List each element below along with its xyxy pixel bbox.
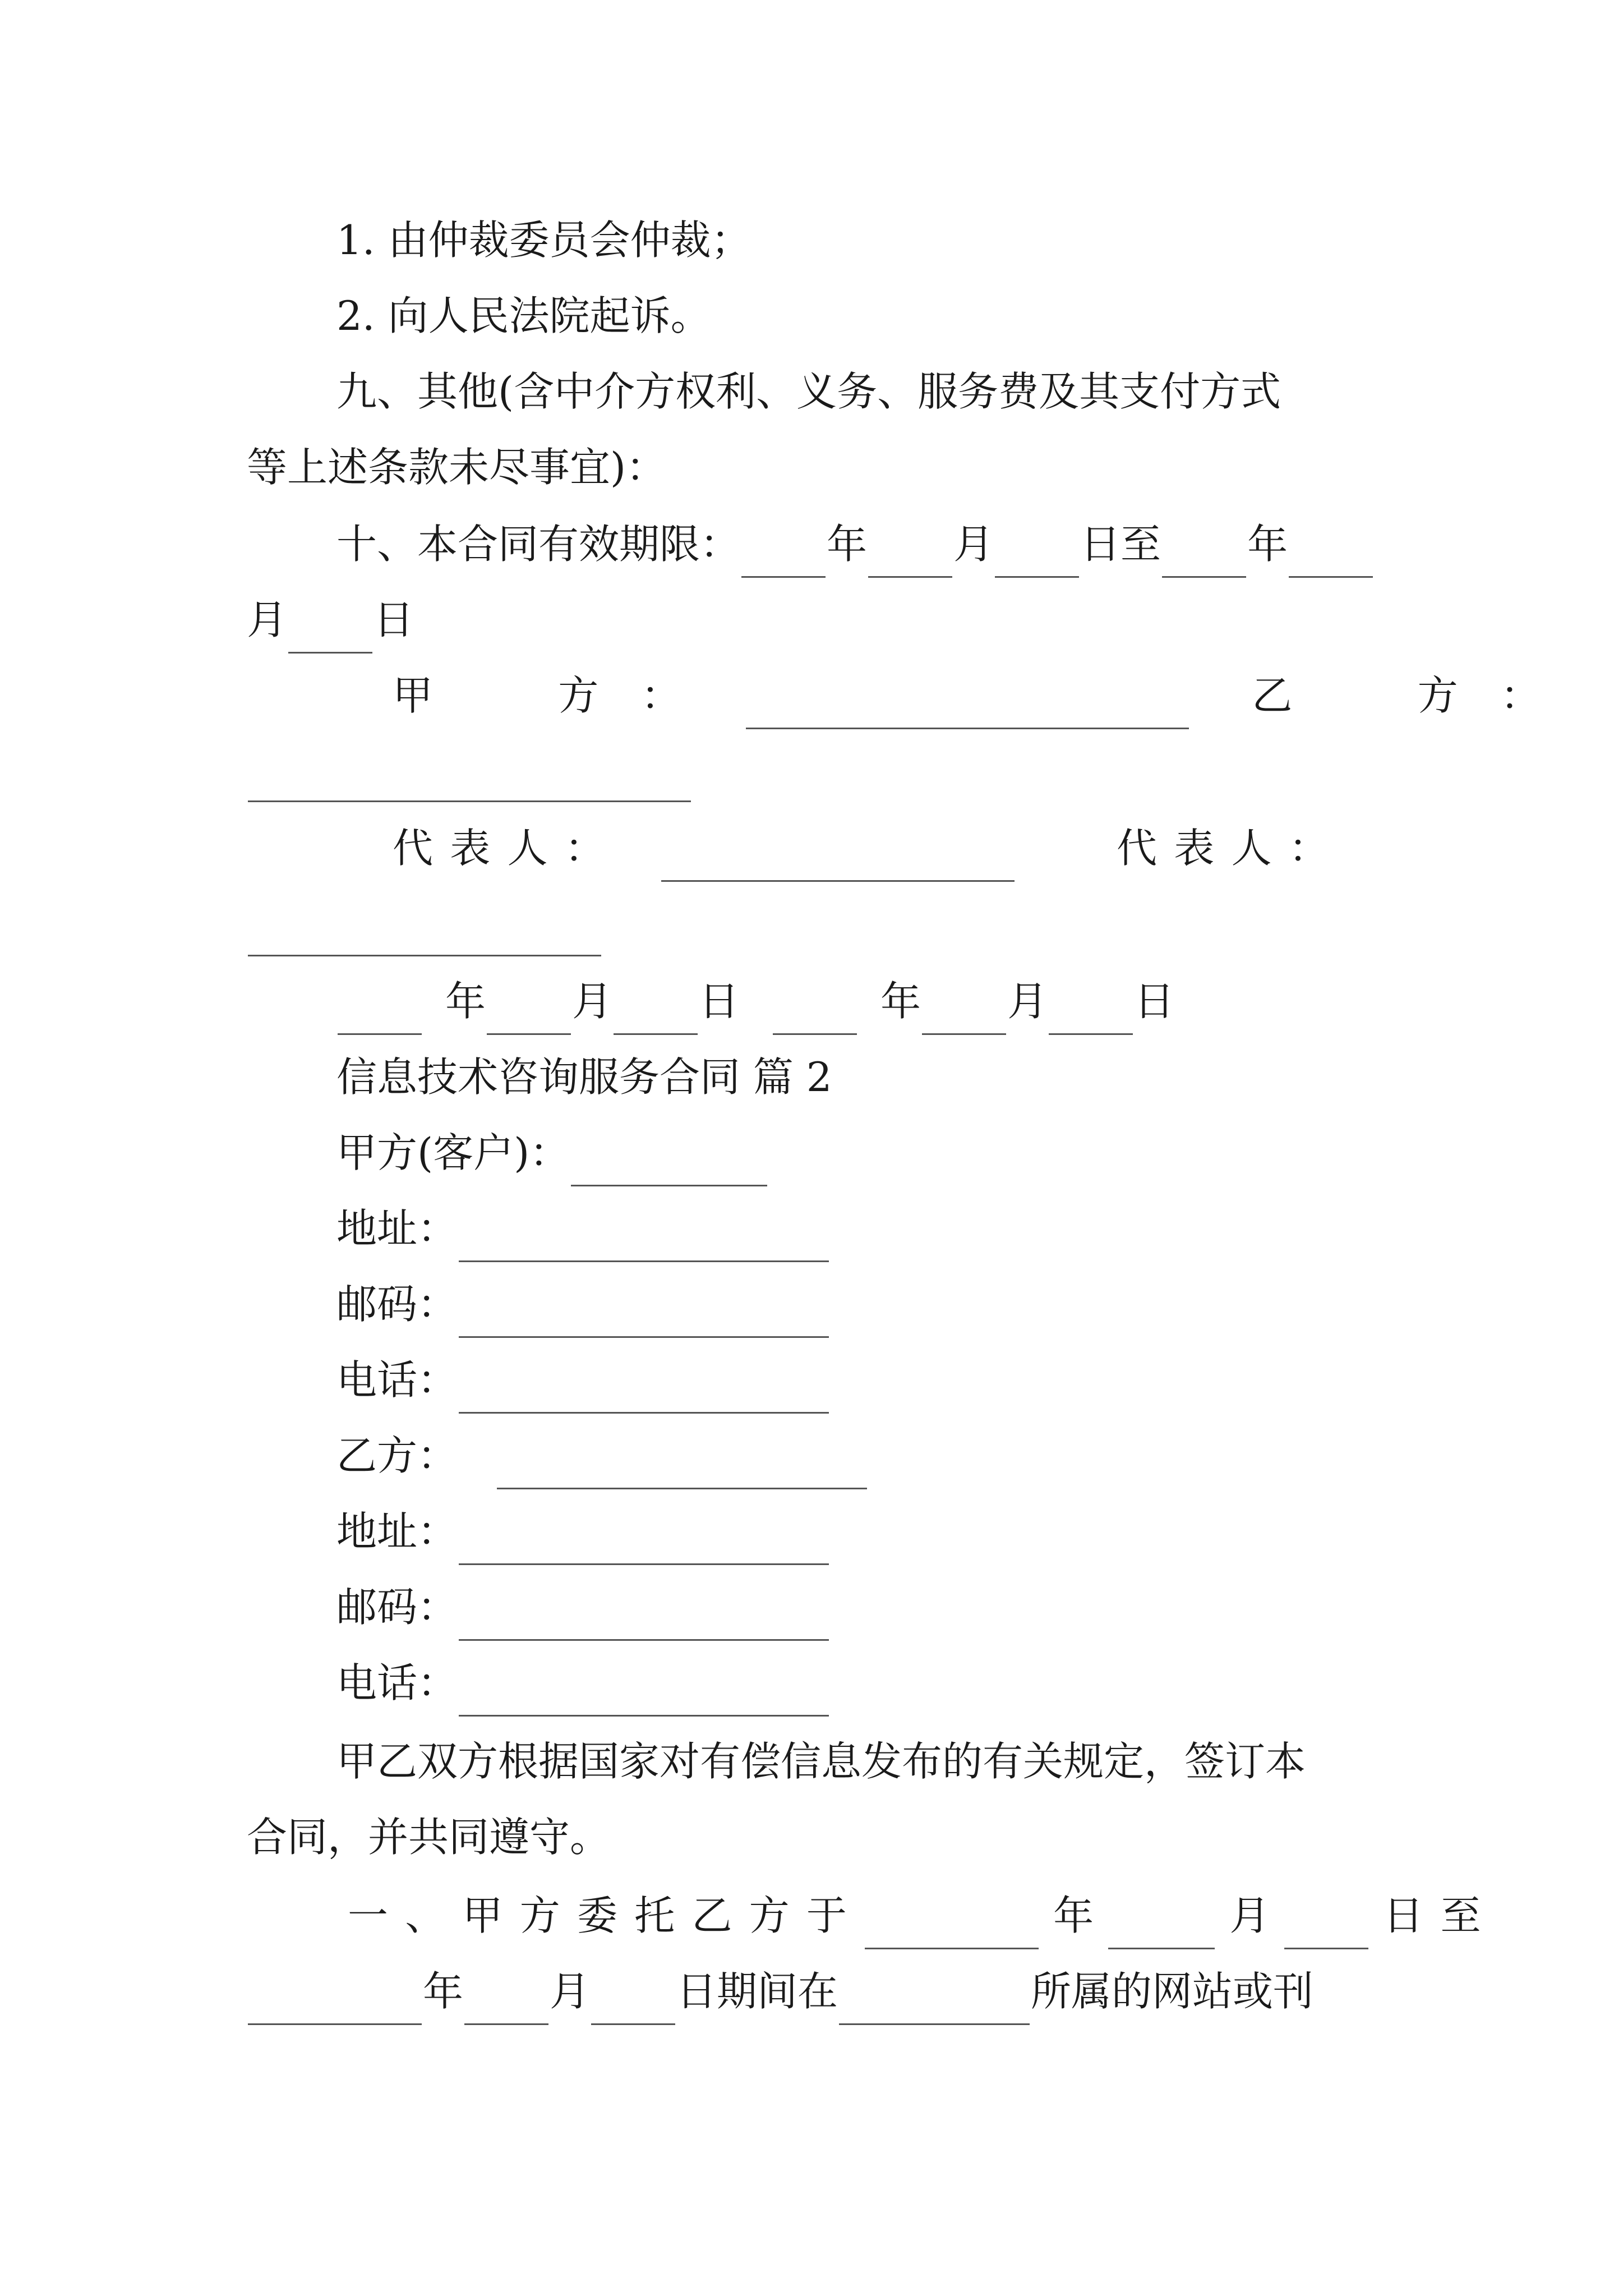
text-line — [348, 1882, 1498, 1949]
text-line — [247, 1958, 1313, 2025]
postcode-label: 邮码： — [336, 1584, 458, 1631]
text-line — [336, 968, 1174, 1035]
month-label: 月 — [550, 1968, 591, 2015]
blank-field[interactable] — [868, 529, 952, 578]
day-to-label: 日至 — [1383, 1892, 1498, 1939]
blank-field[interactable] — [839, 1976, 1030, 2025]
text-line — [336, 1119, 768, 1186]
year-label: 年 — [1053, 1892, 1094, 1939]
party-b-label: 乙方： — [336, 1432, 458, 1479]
blank-field[interactable] — [338, 986, 422, 1035]
year-label: 年 — [827, 521, 868, 568]
section-heading: 信息技术咨询服务合同 篇 2 — [336, 1053, 832, 1101]
postcode-field[interactable] — [459, 1289, 829, 1338]
rep-a-field[interactable] — [661, 833, 1015, 882]
month-label: 月 — [1229, 1892, 1270, 1939]
text-line — [247, 434, 666, 501]
day-label: 日 — [374, 596, 414, 643]
text-line — [336, 282, 711, 349]
blank-field[interactable] — [1284, 1901, 1368, 1949]
year-label: 年 — [445, 978, 486, 1025]
postcode-field[interactable] — [459, 1592, 829, 1641]
address-field[interactable] — [459, 1213, 829, 1262]
clause-item-1: 1. 由仲裁委员会仲裁； — [336, 217, 751, 264]
clause-ten-label: 十、本合同有效期限： — [336, 521, 741, 568]
day-label: 日 — [1134, 978, 1175, 1025]
party-b-field[interactable] — [248, 753, 691, 802]
blank-field[interactable] — [995, 529, 1079, 578]
text-line — [247, 889, 602, 956]
website-label: 所属的网站或刊 — [1031, 1968, 1314, 2015]
blank-field[interactable] — [741, 529, 826, 578]
party-a-label: 甲 方： — [393, 672, 724, 719]
text-line — [247, 735, 692, 802]
rep-b-label: 代表人： — [1116, 825, 1346, 872]
blank-field[interactable] — [773, 986, 857, 1035]
month-label: 月 — [1007, 978, 1048, 1025]
phone-field[interactable] — [459, 1668, 829, 1717]
blank-field[interactable] — [591, 1976, 675, 2025]
clause-nine-line-2: 等上述条款未尽事宜)： — [247, 444, 667, 491]
paragraph-line: 合同，并共同遵守。 — [247, 1814, 611, 1861]
blank-field[interactable] — [865, 1901, 1039, 1949]
text-line — [247, 1803, 610, 1871]
phone-label: 电话： — [336, 1659, 458, 1706]
text-line — [336, 1573, 830, 1641]
postcode-label: 邮码： — [336, 1281, 458, 1328]
text-line — [336, 510, 1374, 578]
phone-field[interactable] — [459, 1365, 829, 1414]
text-line — [336, 1271, 830, 1338]
month-label: 月 — [953, 521, 994, 568]
blank-field[interactable] — [248, 1976, 422, 2025]
address-label: 地址： — [336, 1508, 458, 1555]
text-line — [336, 1728, 1306, 1795]
paragraph-line: 甲乙双方根据国家对有偿信息发布的有关规定，签订本 — [336, 1738, 1306, 1785]
text-line — [336, 1043, 832, 1111]
blank-field[interactable] — [1162, 529, 1246, 578]
party-a-client-field[interactable] — [571, 1138, 767, 1186]
year-label: 年 — [880, 978, 921, 1025]
blank-field[interactable] — [1049, 986, 1133, 1035]
party-a-client-label: 甲方(客户)： — [336, 1129, 570, 1176]
clause-one-label: 一、甲方委托乙方于 — [348, 1892, 864, 1939]
text-line — [336, 1195, 830, 1262]
blank-field[interactable] — [1108, 1901, 1215, 1949]
text-line — [336, 206, 751, 274]
day-label: 日 — [699, 978, 740, 1025]
year-label: 年 — [423, 1968, 464, 2015]
rep-a-label: 代表人： — [393, 825, 622, 872]
party-a-field[interactable] — [746, 680, 1189, 729]
day-to-label: 日至 — [1080, 521, 1161, 568]
address-field[interactable] — [459, 1516, 829, 1565]
blank-field[interactable] — [922, 986, 1006, 1035]
year-label: 年 — [1247, 521, 1288, 568]
text-line — [247, 586, 414, 654]
party-b-name-field[interactable] — [497, 1441, 867, 1489]
text-line — [336, 1498, 830, 1565]
text-line — [336, 1346, 830, 1414]
text-line — [393, 662, 1583, 729]
blank-field[interactable] — [464, 1976, 548, 2025]
text-line — [336, 358, 1281, 425]
rep-b-field[interactable] — [248, 908, 601, 956]
text-line — [393, 815, 1346, 882]
month-label: 月 — [247, 596, 288, 643]
period-label: 日期间在 — [676, 1968, 838, 2015]
blank-field[interactable] — [1289, 529, 1373, 578]
month-label: 月 — [572, 978, 613, 1025]
party-b-label: 乙 方： — [1252, 672, 1583, 719]
clause-item-2: 2. 向人民法院起诉。 — [336, 292, 711, 339]
blank-field[interactable] — [487, 986, 571, 1035]
text-line — [336, 1649, 830, 1717]
clause-nine-line-1: 九、其他(含中介方权利、义务、服务费及其支付方式 — [336, 368, 1281, 415]
address-label: 地址： — [336, 1205, 458, 1252]
blank-field[interactable] — [614, 986, 698, 1035]
phone-label: 电话： — [336, 1356, 458, 1404]
text-line — [336, 1422, 868, 1489]
blank-field[interactable] — [288, 605, 372, 654]
